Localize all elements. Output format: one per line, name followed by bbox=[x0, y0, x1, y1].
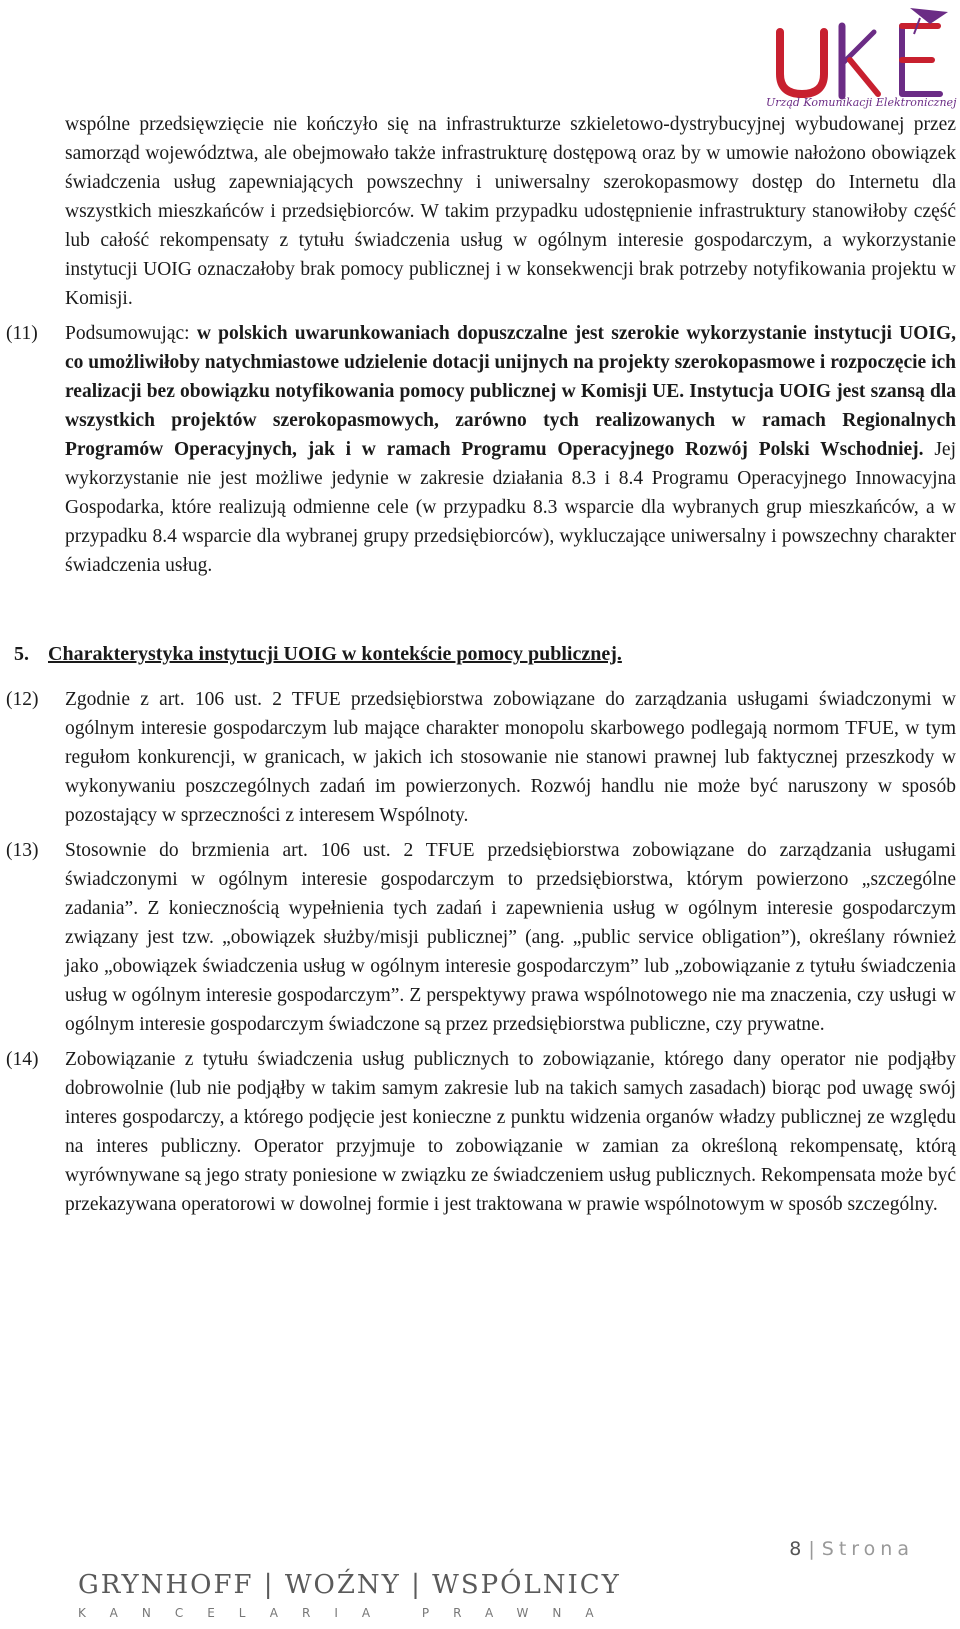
item-number: (13) bbox=[6, 840, 39, 861]
item-bold-text: w polskich uwarunkowaniach dopuszczalne jest szerokie wykorzystanie instytucji UOIG, co umożliwiłoby natychmiastowe udzielenie dotacji unijnych na projekty szerokopasmowe i rozpoczęcie ich realizacji bez obowiązku notyfikowania pomocy publicznej w Komisji UE. Instytucja UOIG jest szansą dla wszystkich projektów szerokopasmowych, zarówno tych realizowanych w ramach Regionalnych Programów Operacyjnych, jak i w ramach Programu Operacyjnego Rozwój Polski Wschodniej. bbox=[65, 323, 956, 460]
law-firm-logo bbox=[0, 1560, 960, 1629]
uke-logo bbox=[766, 4, 960, 110]
item-13 bbox=[6, 836, 956, 1039]
item-rest-text: Jej wykorzystanie nie jest możliwe jedynie w zakresie działania 8.3 i 8.4 Programu Operacyjnego Innowacyjna Gospodarka, które realizują odmienne cele (w przypadku 8.3 wsparcie dla wybranych grup mieszkańców, a w przypadku 8.4 wsparcie dla wybranej grupy przedsiębiorców), wykluczające uniwersalny i powszechny charakter świadczenia usług. bbox=[65, 439, 956, 576]
section-heading bbox=[14, 640, 956, 669]
firm-subtitle: KANCELARIA PRAWNA bbox=[78, 1606, 618, 1620]
uke-tagline: Urząd Komunikacji Elektronicznej bbox=[766, 96, 957, 109]
page-separator: | bbox=[808, 1538, 816, 1560]
page-number: 8 bbox=[789, 1538, 803, 1560]
section-title: Charakterystyka instytucji UOIG w kontekście pomocy publicznej. bbox=[48, 643, 622, 665]
intro-paragraph: wspólne przedsięwzięcie nie kończyło się na infrastrukturze szkieletowo-dystrybucyjnej wybudowanej przez samorząd województwa, ale obejmowało także infrastrukturę dostępową oraz by w umowie nałożono obowiązek świadczenia usług zapewniających powszechny i uniwersalny szerokopasmowy dostęp do Internetu dla wszystkich mieszkańców i przedsiębiorców. W takim przypadku udostępnienie infrastruktury stanowiłoby część lub całość rekompensaty z tytułu świadczenia usług w ogólnym interesie gospodarczym, a wykorzystanie instytucji UOIG oznaczałoby brak pomocy publicznej i w konsekwencji brak potrzeby notyfikowania projektu w Komisji. bbox=[65, 114, 956, 309]
page-number-label bbox=[789, 1538, 914, 1560]
document-page bbox=[6, 110, 956, 1219]
item-text: Stosownie do brzmienia art. 106 ust. 2 TFUE przedsiębiorstwa zobowiązane do zarządzania usługami świadczonymi w ogólnym interesie gospodarczym to przedsiębiorstwa, którym powierzono „szczególne zadania”. Z koniecznością wypełnienia tych zadań i zapewnienia usług w ogólnym interesie gospodarczym związany jest tzw. „obowiązek służby/misji publicznej” (ang. „public service obligation”), określany również jako „obowiązek świadczenia usług w ogólnym interesie gospodarczym” lub „zobowiązanie z tytułu świadczenia usług w ogólnym interesie gospodarczym”. Z perspektywy prawa wspólnotowego nie ma znaczenia, czy usługi w ogólnym interesie gospodarczym świadczone są przez przedsiębiorstwa publiczne, czy prywatne. bbox=[65, 840, 956, 1035]
page-word: Strona bbox=[821, 1538, 914, 1560]
item-12 bbox=[6, 685, 956, 830]
firm-name: GRYNHOFF | WOŹNY | WSPÓLNICY bbox=[78, 1570, 621, 1600]
item-text bbox=[65, 319, 956, 580]
item-text: Zgodnie z art. 106 ust. 2 TFUE przedsiębiorstwa zobowiązane do zarządzania usługami świadczonymi w ogólnym interesie gospodarczym lub mające charakter monopolu skarbowego podlegają normom TFUE, w tym regułom konkurencji, w granicach, w jakich ich stosowanie nie stanowi prawnej lub faktycznej przeszkody w wykonywaniu poszczególnych zadań im powierzonych. Rozwój handlu nie może być naruszony w sposób pozostający w sprzeczności z interesem Wspólnoty. bbox=[65, 689, 956, 826]
item-text: Zobowiązanie z tytułu świadczenia usług publicznych to zobowiązanie, którego dany operator nie podjąłby dobrowolnie (lub nie podjąłby w takim samym zakresie lub na takich samych zasadach) biorąc pod uwagę swój interes gospodarczy, a którego podjęcie jest konieczne z punktu widzenia organów władzy publicznej ze względu na interes publiczny. Operator przyjmuje to zobowiązanie w zamian za określoną rekompensatę, którą wyrównywane są jego straty poniesione w związku ze świadczeniem usług publicznych. Rekompensata może być przekazywana operatorowi w dowolnej formie i jest traktowana w prawie wspólnotowym w sposób szczególny. bbox=[65, 1049, 956, 1215]
item-lead: Podsumowując: bbox=[65, 323, 197, 344]
item-number: (14) bbox=[6, 1049, 39, 1070]
item-number: (12) bbox=[6, 689, 39, 710]
item-11 bbox=[6, 319, 956, 580]
item-number: (11) bbox=[6, 323, 38, 344]
section-number: 5. bbox=[14, 643, 29, 665]
item-14 bbox=[6, 1045, 956, 1219]
